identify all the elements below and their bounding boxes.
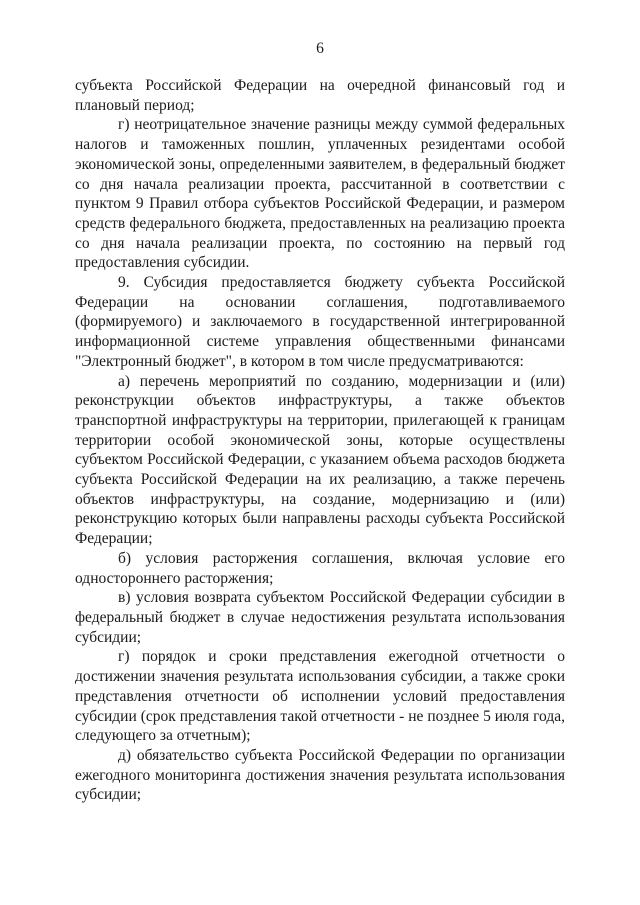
page-number: 6 xyxy=(316,40,324,57)
paragraph-item-g-reporting-procedure: г) порядок и сроки представления ежегодной отчетности о достижении значения результата использования субсидии, а также сроки представления отчетности об исполнении условий предоставления субсидии (срок представления такой отчетности - не позднее 5 июля года, следующего за отчетным); xyxy=(75,648,565,745)
paragraph-item-a-activities-list: а) перечень мероприятий по созданию, модернизации и (или) реконструкции объектов инфраструктуры, а также объектов транспортной инфраструктуры на территории, прилегающей к границам территории особой экономической зоны, которые осуществлены субъектом Российской Федерации, с указанием объема расходов бюджета субъекта Российской Федерации на их реализацию, а также перечень объектов инфраструктуры, на создание, модернизацию и (или) реконструкцию которых были направлены расходы субъекта Российской Федерации; xyxy=(75,372,565,548)
body-text xyxy=(75,76,565,805)
paragraph-9-subsidy-agreement: 9. Субсидия предоставляется бюджету субъекта Российской Федерации на основании соглашения, подготавливаемого (формируемого) и заключаемого в государственной интегрированной информационной системе управления общественными финансами "Электронный бюджет", в котором в том числе предусматриваются: xyxy=(75,274,565,370)
paragraph-item-v-refund-conditions: в) условия возврата субъектом Российской Федерации субсидии в федеральный бюджет в случае недостижения результата использования субсидии; xyxy=(75,589,565,646)
paragraph-continuation: субъекта Российской Федерации на очередной финансовый год и плановый период; xyxy=(75,77,565,114)
paragraph-item-g-budget-difference: г) неотрицательное значение разницы между суммой федеральных налогов и таможенных пошлин, уплаченных резидентами особой экономической зоны, определенными заявителем, в федеральный бюджет со дня начала реализации проекта, рассчитанной в соответствии с пунктом 9 Правил отбора субъектов Российской Федерации, и размером средств федерального бюджета, предоставленных на реализацию проекта со дня начала реализации проекта, по состоянию на первый год предоставления субсидии. xyxy=(75,116,565,272)
paragraph-item-b-termination-conditions: б) условия расторжения соглашения, включая условие его одностороннего расторжения; xyxy=(75,549,565,587)
paragraph-item-d-monitoring-obligation: д) обязательство субъекта Российской Федерации по организации ежегодного мониторинга достижения значения результата использования субсидии; xyxy=(75,746,565,804)
